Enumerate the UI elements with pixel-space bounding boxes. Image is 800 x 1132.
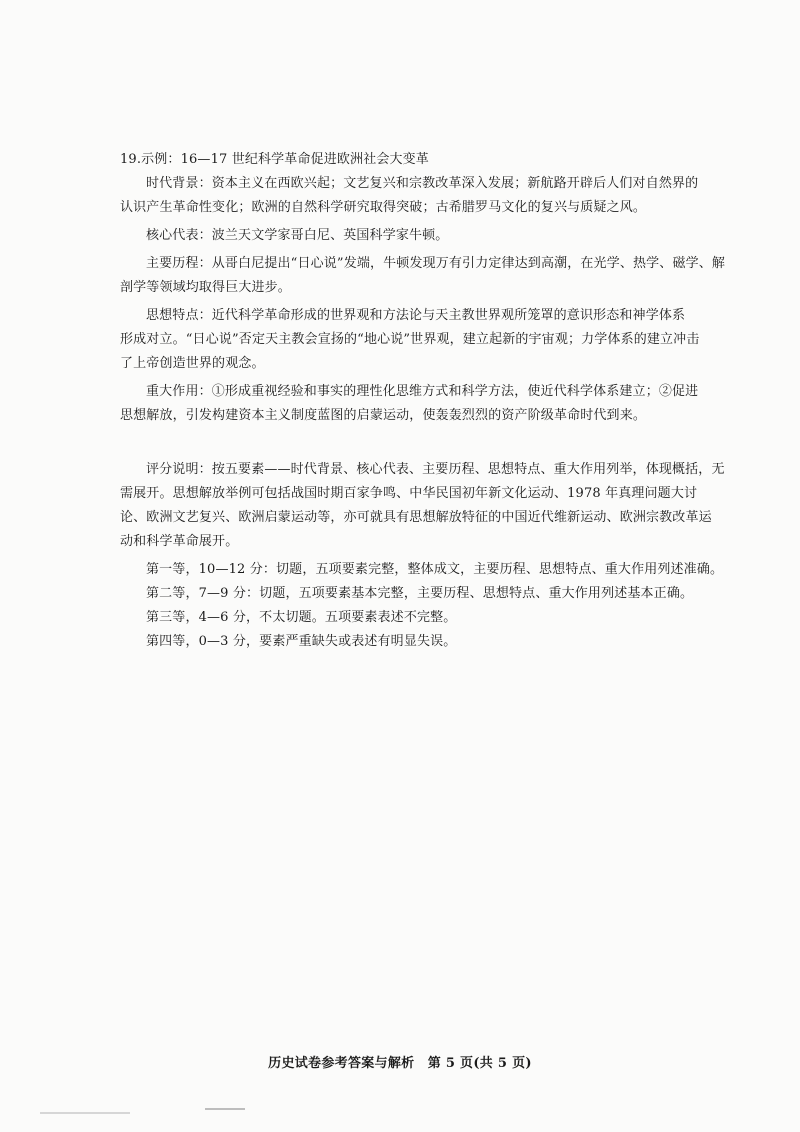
text-line: 剖学等领域均取得巨大进步。 — [120, 280, 291, 295]
question-title: 19.示例：16—17 世纪科学革命促进欧洲社会大变革 — [120, 152, 429, 167]
paragraph-ideas — [120, 304, 700, 376]
scoring-explanation — [120, 458, 725, 554]
page-footer: 历史试卷参考答案与解析 第 5 页(共 5 页) — [268, 1056, 532, 1071]
text-line: 了上帝创造世界的观念。 — [120, 356, 265, 371]
scan-artifact-line — [205, 1108, 245, 1110]
text-line: 论、欧洲文艺复兴、欧洲启蒙运动等，亦可就具有思想解放特征的中国近代维新运动、欧洲宗教改革运 — [120, 510, 712, 525]
text-line: 思想特点：近代科学革命形成的世界观和方法论与天主教世界观所笼罩的意识形态和神学体系 — [146, 308, 686, 323]
grade-item: 第四等，0—3 分，要素严重缺失或表述有明显失误。 — [146, 634, 457, 649]
section-gap — [120, 432, 695, 458]
paragraph-process — [120, 252, 726, 300]
text-line: 思想解放，引发构建资本主义制度蓝图的启蒙运动，使轰轰烈烈的资产阶级革命时代到来。 — [120, 408, 647, 423]
text-line: 形成对立。“日心说”否定天主教会宣扬的“地心说”世界观，建立起新的宇宙观；力学体系的建立冲击 — [120, 332, 700, 347]
text-line: 评分说明：按五要素——时代背景、核心代表、主要历程、思想特点、重大作用列举，体现概括，无 — [146, 462, 725, 477]
grade-item: 第二等，7—9 分：切题，五项要素基本完整，主要历程、思想特点、重大作用列述基本正确。 — [146, 586, 694, 601]
text-line: 认识产生革命性变化；欧洲的自然科学研究取得突破；古希腊罗马文化的复兴与质疑之风。 — [120, 200, 647, 215]
paragraph-representatives — [120, 224, 695, 248]
text-line: 动和科学革命展开。 — [120, 534, 239, 549]
answer-content — [120, 148, 726, 658]
text-line: 重大作用：①形成重视经验和事实的理性化思维方式和科学方法，使近代科学体系建立；②促进 — [146, 384, 699, 399]
grade-levels — [120, 558, 724, 654]
text-line: 时代背景：资本主义在西欧兴起；文艺复兴和宗教改革深入发展；新航路开辟后人们对自然界的 — [146, 176, 699, 191]
text-line: 需展开。思想解放举例可包括战国时期百家争鸣、中华民国初年新文化运动、1978 年真理问题大讨 — [120, 486, 698, 501]
paragraph-impact — [120, 380, 699, 428]
paragraph-background — [120, 172, 699, 220]
scan-artifact-line — [40, 1112, 130, 1114]
text-line: 主要历程：从哥白尼提出“日心说”发端，牛顿发现万有引力定律达到高潮，在光学、热学、磁学、解 — [146, 256, 726, 271]
grade-item: 第一等，10—12 分：切题，五项要素完整，整体成文，主要历程、思想特点、重大作用列述准确。 — [146, 562, 724, 577]
text-line: 核心代表：波兰天文学家哥白尼、英国科学家牛顿。 — [146, 228, 449, 243]
grade-item: 第三等，4—6 分，不太切题。五项要素表述不完整。 — [146, 610, 457, 625]
